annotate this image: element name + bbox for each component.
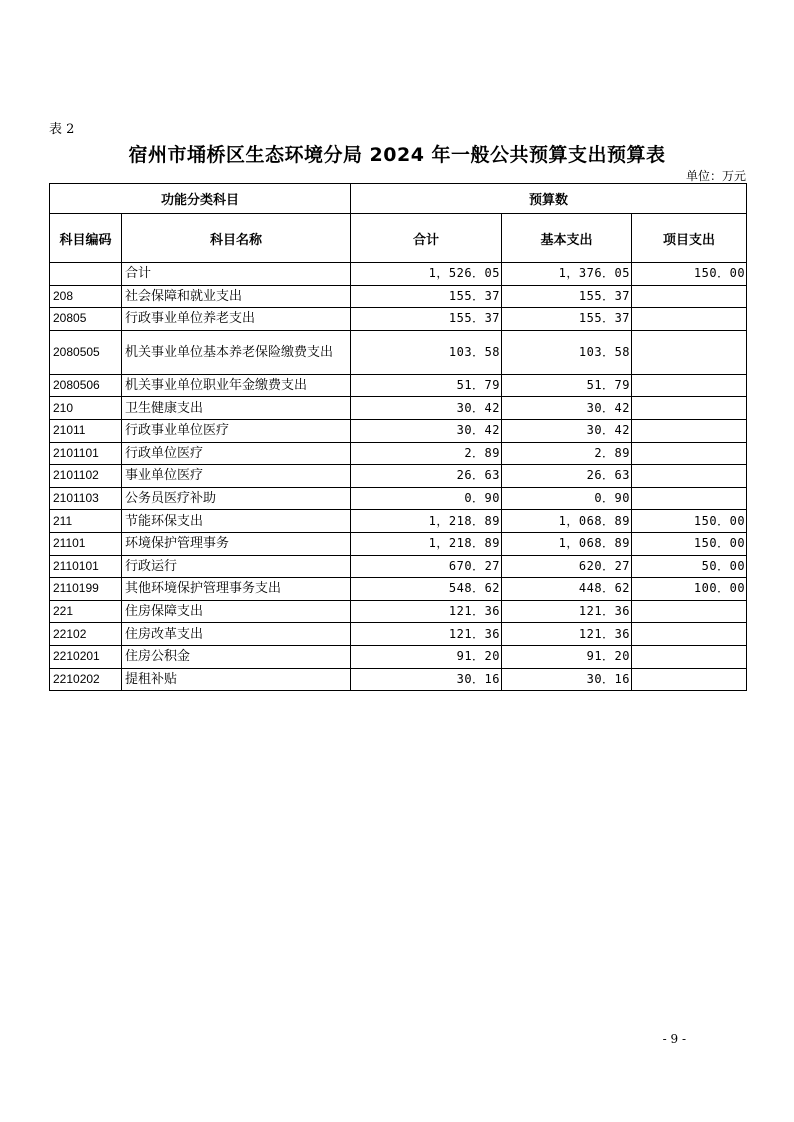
row-basic: 91．20 — [502, 645, 632, 668]
table-row — [50, 419, 747, 442]
row-name: 卫生健康支出 — [122, 397, 351, 420]
table-row — [50, 668, 747, 691]
row-code: 2110199 — [50, 578, 122, 601]
row-name: 行政事业单位医疗 — [122, 419, 351, 442]
row-project — [632, 600, 747, 623]
row-name: 行政运行 — [122, 555, 351, 578]
row-project: 150．00 — [632, 510, 747, 533]
row-total: 155．37 — [351, 285, 502, 308]
row-code: 2101103 — [50, 487, 122, 510]
table-row — [50, 374, 747, 397]
row-project — [632, 330, 747, 374]
row-code: 210 — [50, 397, 122, 420]
row-code: 221 — [50, 600, 122, 623]
table-row — [50, 465, 747, 488]
row-name: 合计 — [122, 263, 351, 286]
row-basic: 30．42 — [502, 397, 632, 420]
row-project — [632, 397, 747, 420]
unit-label: 单位：万元 — [685, 169, 746, 183]
row-name: 环境保护管理事务 — [122, 532, 351, 555]
row-project — [632, 623, 747, 646]
row-code: 211 — [50, 510, 122, 533]
row-name: 机关事业单位基本养老保险缴费支出 — [122, 330, 351, 374]
column-header-total: 合计 — [351, 214, 502, 263]
row-name: 节能环保支出 — [122, 510, 351, 533]
row-name: 行政事业单位养老支出 — [122, 308, 351, 331]
table-label: 表 2 — [49, 122, 75, 137]
table-row — [50, 555, 747, 578]
row-basic: 30．16 — [502, 668, 632, 691]
row-name: 住房改革支出 — [122, 623, 351, 646]
row-total: 30．42 — [351, 419, 502, 442]
row-name: 住房公积金 — [122, 645, 351, 668]
row-basic: 620．27 — [502, 555, 632, 578]
row-code: 2080506 — [50, 374, 122, 397]
row-basic: 155．37 — [502, 308, 632, 331]
row-basic: 121．36 — [502, 623, 632, 646]
row-total: 30．42 — [351, 397, 502, 420]
row-code: 2101102 — [50, 465, 122, 488]
row-basic: 30．42 — [502, 419, 632, 442]
row-code — [50, 263, 122, 286]
row-basic: 51．79 — [502, 374, 632, 397]
table-row — [50, 532, 747, 555]
row-code: 2210201 — [50, 645, 122, 668]
row-total: 670．27 — [351, 555, 502, 578]
row-project — [632, 442, 747, 465]
row-basic: 1，376．05 — [502, 263, 632, 286]
row-total: 1，218．89 — [351, 510, 502, 533]
row-name: 事业单位医疗 — [122, 465, 351, 488]
row-total: 155．37 — [351, 308, 502, 331]
row-basic: 103．58 — [502, 330, 632, 374]
row-basic: 155．37 — [502, 285, 632, 308]
table-row — [50, 600, 747, 623]
row-total: 1，218．89 — [351, 532, 502, 555]
row-project: 150．00 — [632, 532, 747, 555]
row-project — [632, 645, 747, 668]
column-header-code: 科目编码 — [50, 214, 122, 263]
row-name: 行政单位医疗 — [122, 442, 351, 465]
table-row — [50, 442, 747, 465]
row-total: 91．20 — [351, 645, 502, 668]
row-project: 100．00 — [632, 578, 747, 601]
row-basic: 121．36 — [502, 600, 632, 623]
row-total: 2．89 — [351, 442, 502, 465]
row-total: 121．36 — [351, 600, 502, 623]
row-project — [632, 419, 747, 442]
row-total: 26．63 — [351, 465, 502, 488]
table-row — [50, 285, 747, 308]
table-row — [50, 487, 747, 510]
table-row — [50, 397, 747, 420]
row-total: 0．90 — [351, 487, 502, 510]
row-basic: 1，068．89 — [502, 510, 632, 533]
row-project — [632, 374, 747, 397]
row-basic: 2．89 — [502, 442, 632, 465]
table-row — [50, 578, 747, 601]
budget-table — [49, 183, 747, 691]
row-code: 2110101 — [50, 555, 122, 578]
page-title: 宿州市埇桥区生态环境分局 2024 年一般公共预算支出预算表 — [128, 144, 666, 166]
functional-category-header: 功能分类科目 — [50, 184, 351, 214]
table-row — [50, 308, 747, 331]
row-project — [632, 285, 747, 308]
row-basic: 0．90 — [502, 487, 632, 510]
row-project — [632, 308, 747, 331]
row-code: 2101101 — [50, 442, 122, 465]
row-code: 2210202 — [50, 668, 122, 691]
row-basic: 26．63 — [502, 465, 632, 488]
row-total: 121．36 — [351, 623, 502, 646]
table-row — [50, 330, 747, 374]
row-name: 提租补贴 — [122, 668, 351, 691]
budget-amount-header: 预算数 — [351, 184, 747, 214]
row-project: 50．00 — [632, 555, 747, 578]
row-basic: 1，068．89 — [502, 532, 632, 555]
column-header-basic: 基本支出 — [502, 214, 632, 263]
row-code: 20805 — [50, 308, 122, 331]
row-total: 30．16 — [351, 668, 502, 691]
row-name: 其他环境保护管理事务支出 — [122, 578, 351, 601]
row-project — [632, 668, 747, 691]
row-code: 22102 — [50, 623, 122, 646]
row-project — [632, 465, 747, 488]
column-header-name: 科目名称 — [122, 214, 351, 263]
row-basic: 448．62 — [502, 578, 632, 601]
row-project: 150．00 — [632, 263, 747, 286]
row-code: 21011 — [50, 419, 122, 442]
column-header-project: 项目支出 — [632, 214, 747, 263]
table-row — [50, 263, 747, 286]
row-name: 住房保障支出 — [122, 600, 351, 623]
row-code: 208 — [50, 285, 122, 308]
row-code: 21101 — [50, 532, 122, 555]
page-number: - 9 - — [662, 1032, 686, 1046]
table-row — [50, 645, 747, 668]
row-total: 103．58 — [351, 330, 502, 374]
table-row — [50, 623, 747, 646]
row-total: 548．62 — [351, 578, 502, 601]
row-total: 1，526．05 — [351, 263, 502, 286]
row-total: 51．79 — [351, 374, 502, 397]
table-row — [50, 510, 747, 533]
row-project — [632, 487, 747, 510]
row-code: 2080505 — [50, 330, 122, 374]
row-name: 机关事业单位职业年金缴费支出 — [122, 374, 351, 397]
row-name: 公务员医疗补助 — [122, 487, 351, 510]
row-name: 社会保障和就业支出 — [122, 285, 351, 308]
